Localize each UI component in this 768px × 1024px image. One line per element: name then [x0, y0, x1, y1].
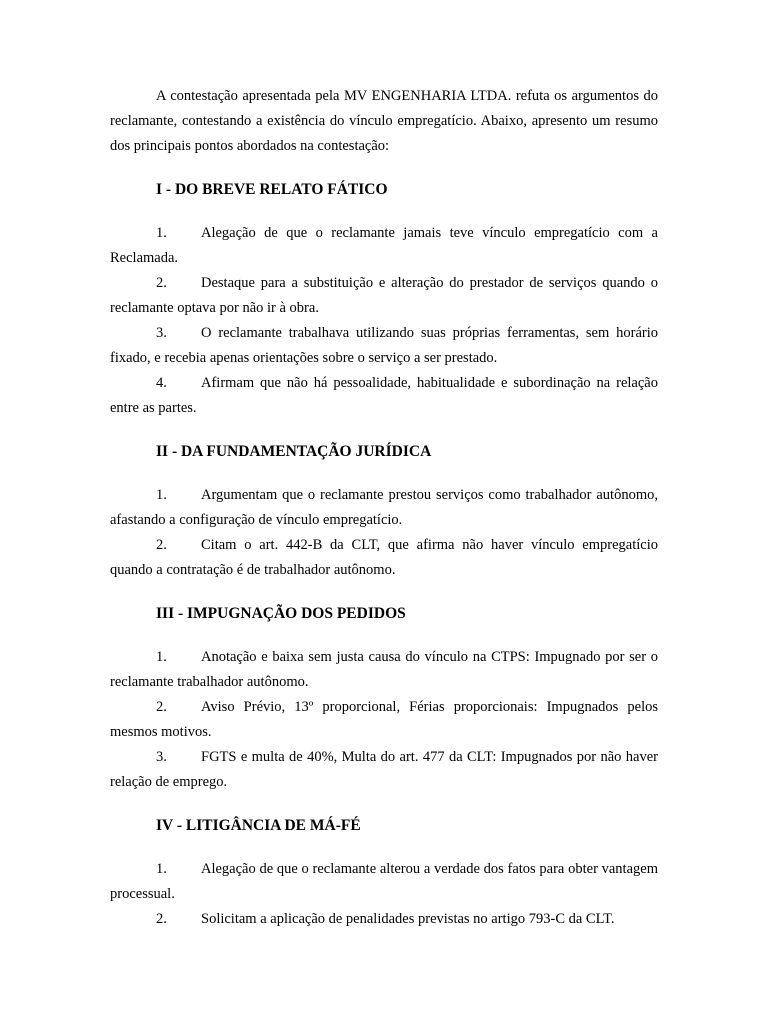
item-number: 2. [156, 275, 167, 291]
section-list [110, 857, 658, 932]
list-item [110, 483, 658, 533]
section-litigancia-ma-fe [110, 813, 658, 932]
item-number: 2. [156, 911, 167, 927]
section-heading: I - DO BREVE RELATO FÁTICO [156, 181, 388, 198]
section-relato-fatico [110, 177, 658, 421]
list-item [110, 907, 658, 932]
list-item [110, 695, 658, 745]
list-item [110, 321, 658, 371]
list-item [110, 745, 658, 795]
item-text: Anotação e baixa sem justa causa do vínculo na CTPS: Impugnado por ser o reclamante trabalhador autônomo. [110, 649, 658, 690]
item-number: 3. [156, 325, 167, 341]
item-text: Alegação de que o reclamante jamais teve vínculo empregatício com a Reclamada. [110, 225, 658, 266]
section-list [110, 645, 658, 795]
list-item [110, 271, 658, 321]
item-number: 4. [156, 375, 167, 391]
item-text: Alegação de que o reclamante alterou a verdade dos fatos para obter vantagem processual. [110, 861, 658, 902]
item-text: Solicitam a aplicação de penalidades previstas no artigo 793-C da CLT. [201, 911, 615, 927]
item-number: 1. [156, 649, 167, 665]
list-item [110, 857, 658, 907]
section-heading: III - IMPUGNAÇÃO DOS PEDIDOS [156, 605, 406, 622]
item-number: 2. [156, 537, 167, 553]
item-text: Argumentam que o reclamante prestou serviços como trabalhador autônomo, afastando a configuração de vínculo empregatício. [110, 487, 658, 528]
list-item [110, 371, 658, 421]
document-body [110, 84, 658, 932]
section-impugnacao-pedidos [110, 601, 658, 795]
list-item [110, 533, 658, 583]
item-number: 1. [156, 225, 167, 241]
item-number: 3. [156, 749, 167, 765]
section-heading: IV - LITIGÂNCIA DE MÁ-FÉ [156, 817, 361, 834]
item-number: 1. [156, 861, 167, 877]
section-fundamentacao-juridica [110, 439, 658, 583]
item-number: 1. [156, 487, 167, 503]
section-heading: II - DA FUNDAMENTAÇÃO JURÍDICA [156, 443, 432, 460]
item-text: FGTS e multa de 40%, Multa do art. 477 da CLT: Impugnados por não haver relação de emprego. [110, 749, 658, 790]
intro-paragraph: A contestação apresentada pela MV ENGENHARIA LTDA. refuta os argumentos do reclamante, contestando a existência do vínculo empregatício. Abaixo, apresento um resumo dos principais pontos abordados na contestação: [110, 88, 658, 154]
list-item [110, 221, 658, 271]
list-item [110, 645, 658, 695]
section-list [110, 221, 658, 421]
item-text: Destaque para a substituição e alteração do prestador de serviços quando o reclamante optava por não ir à obra. [110, 275, 658, 316]
item-text: Aviso Prévio, 13º proporcional, Férias proporcionais: Impugnados pelos mesmos motivos. [110, 699, 658, 740]
item-text: Citam o art. 442-B da CLT, que afirma não haver vínculo empregatício quando a contratação é de trabalhador autônomo. [110, 537, 658, 578]
section-list [110, 483, 658, 583]
item-number: 2. [156, 699, 167, 715]
item-text: O reclamante trabalhava utilizando suas próprias ferramentas, sem horário fixado, e recebia apenas orientações sobre o serviço a ser prestado. [110, 325, 658, 366]
item-text: Afirmam que não há pessoalidade, habitualidade e subordinação na relação entre as partes. [110, 375, 658, 416]
